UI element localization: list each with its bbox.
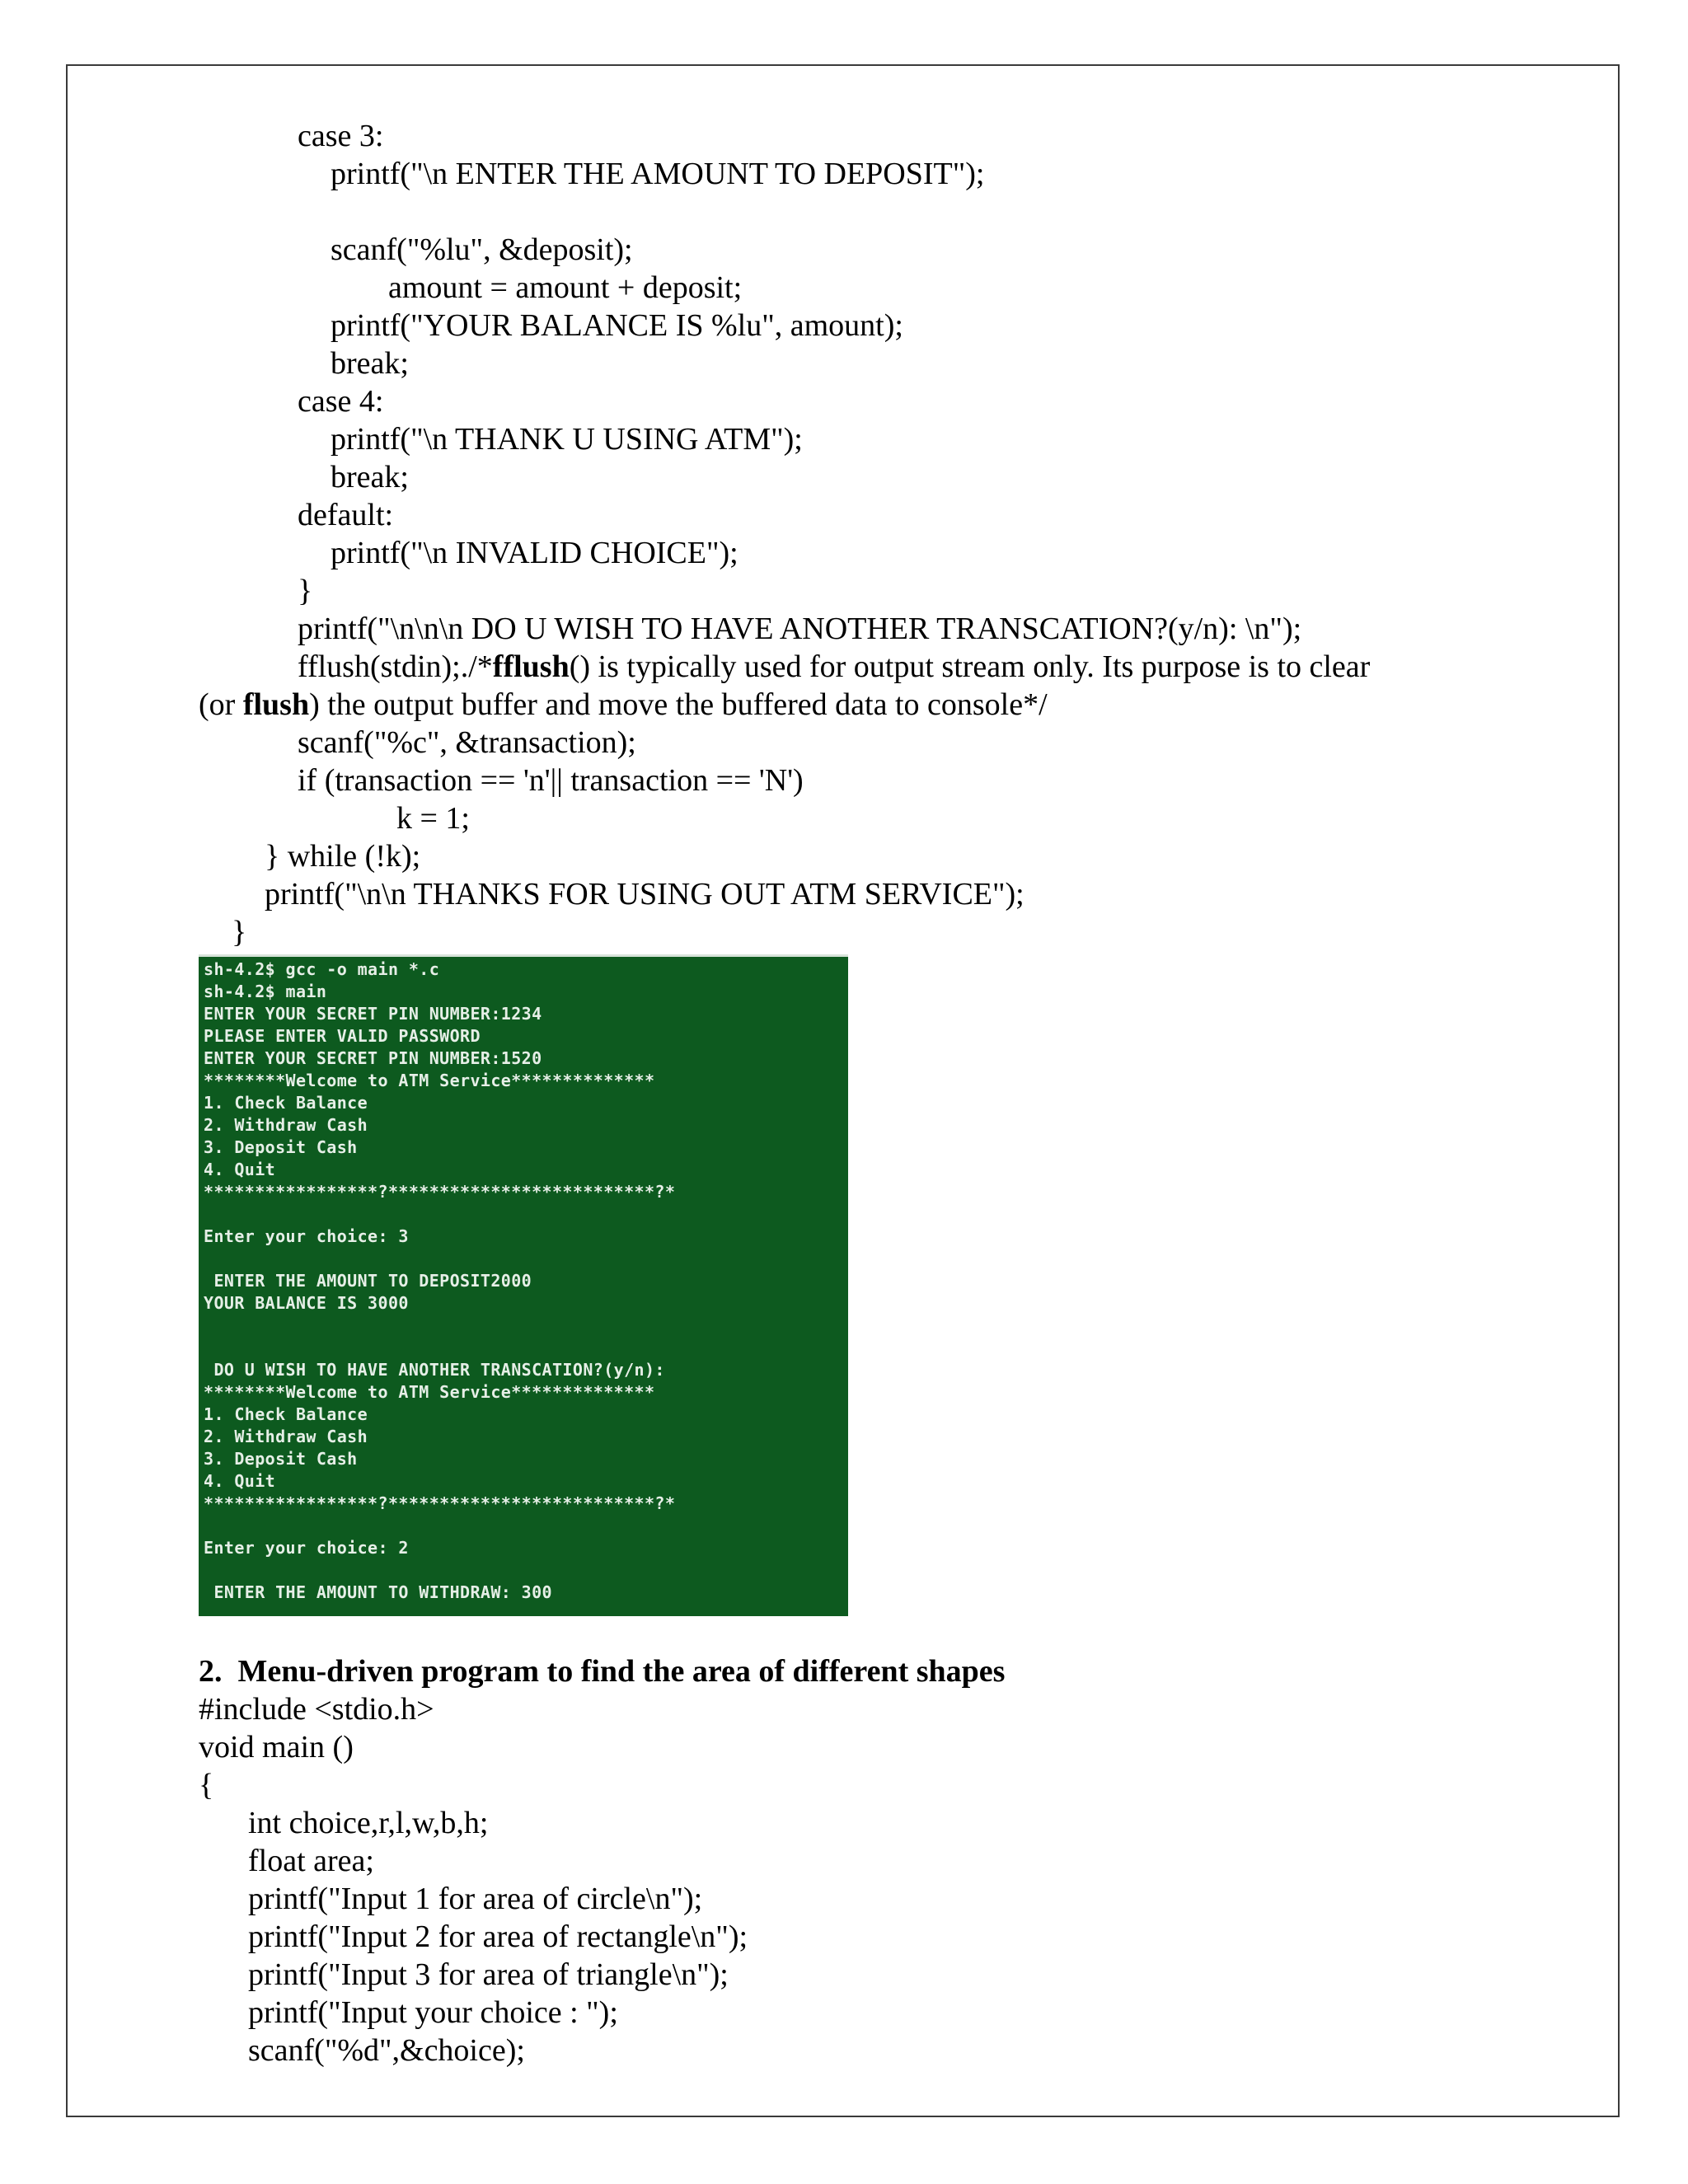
code-line: } while (!k);	[265, 839, 421, 874]
code-line-with-bold	[199, 686, 1048, 724]
code-line: printf("YOUR BALANCE IS %lu", amount);	[331, 308, 903, 343]
terminal-line: *****************?**************************?*	[204, 1493, 676, 1513]
code-line: break;	[331, 346, 409, 381]
code-line: break;	[331, 460, 409, 494]
terminal-line: ENTER THE AMOUNT TO WITHDRAW: 300	[204, 1582, 552, 1602]
code-text: (or	[199, 687, 243, 722]
terminal-line: ENTER THE AMOUNT TO DEPOSIT2000	[204, 1271, 532, 1291]
code-line: printf("\n INVALID CHOICE");	[331, 536, 738, 570]
terminal-line: Enter your choice: 2	[204, 1538, 409, 1558]
code-line: void main ()	[199, 1730, 354, 1765]
code-bold-term: flush	[242, 687, 310, 722]
code-line: float area;	[248, 1844, 374, 1878]
terminal-line: 3. Deposit Cash	[204, 1137, 358, 1157]
terminal-line: *****************?**************************?*	[204, 1182, 676, 1202]
terminal-line: YOUR BALANCE IS 3000	[204, 1293, 409, 1313]
code-line-with-bold	[298, 648, 1370, 686]
terminal-line: PLEASE ENTER VALID PASSWORD	[204, 1026, 481, 1046]
terminal-line: sh-4.2$ gcc -o main *.c	[204, 959, 440, 979]
terminal-line: 2. Withdraw Cash	[204, 1115, 368, 1135]
terminal-line: 1. Check Balance	[204, 1404, 368, 1424]
code-line: #include <stdio.h>	[199, 1692, 434, 1727]
terminal-line: 4. Quit	[204, 1471, 276, 1491]
code-text: ) the output buffer and move the buffered data to console*/	[309, 687, 1048, 722]
terminal-line: ENTER YOUR SECRET PIN NUMBER:1520	[204, 1048, 542, 1068]
code-text: fflush(stdin);./*	[298, 649, 493, 684]
code-line: scanf("%c", &transaction);	[298, 725, 636, 760]
terminal-line: ********Welcome to ATM Service**************	[204, 1382, 655, 1402]
code-line: case 3:	[298, 119, 384, 153]
code-line: printf("Input 3 for area of triangle\n");	[248, 1957, 729, 1992]
code-line: if (transaction == 'n'|| transaction == 'N')	[298, 763, 804, 798]
code-line: int choice,r,l,w,b,h;	[248, 1806, 489, 1840]
code-line: case 4:	[298, 384, 384, 419]
terminal-line: Enter your choice: 3	[204, 1226, 409, 1246]
terminal-line: 2. Withdraw Cash	[204, 1427, 368, 1446]
terminal-line: ENTER YOUR SECRET PIN NUMBER:1234	[204, 1004, 542, 1024]
code-line: }	[232, 915, 247, 949]
code-bold-term: fflush	[492, 649, 570, 684]
code-line: {	[199, 1768, 214, 1802]
terminal-line: 4. Quit	[204, 1160, 276, 1179]
terminal-line: 3. Deposit Cash	[204, 1449, 358, 1469]
code-line: k = 1;	[396, 801, 470, 836]
code-line: amount = amount + deposit;	[388, 270, 743, 305]
terminal-line: ********Welcome to ATM Service**************	[204, 1071, 655, 1090]
terminal-line: DO U WISH TO HAVE ANOTHER TRANSCATION?(y/n):	[204, 1360, 665, 1380]
code-line: printf("Input 1 for area of circle\n");	[248, 1882, 703, 1916]
code-line: printf("Input 2 for area of rectangle\n");	[248, 1919, 748, 1954]
code-line: scanf("%d",&choice);	[248, 2033, 525, 2068]
code-line: printf("\n THANK U USING ATM");	[331, 422, 803, 457]
terminal-line: sh-4.2$ main	[204, 982, 327, 1001]
code-line: scanf("%lu", &deposit);	[331, 232, 633, 267]
code-line: printf("\n ENTER THE AMOUNT TO DEPOSIT");	[331, 157, 985, 191]
code-line: printf("\n\n THANKS FOR USING OUT ATM SERVICE");	[265, 877, 1025, 912]
code-line: }	[298, 574, 313, 608]
terminal-line: 1. Check Balance	[204, 1093, 368, 1113]
code-text: () is typically used for output stream only. Its purpose is to clear	[569, 649, 1371, 684]
terminal-output-screenshot	[199, 954, 848, 1616]
code-line: printf("Input your choice : ");	[248, 1995, 618, 2030]
code-line: printf("\n\n\n DO U WISH TO HAVE ANOTHER TRANSCATION?(y/n): \n");	[298, 612, 1302, 646]
section-heading: 2. Menu-driven program to find the area of different shapes	[199, 1654, 1006, 1689]
code-line: default:	[298, 498, 394, 532]
